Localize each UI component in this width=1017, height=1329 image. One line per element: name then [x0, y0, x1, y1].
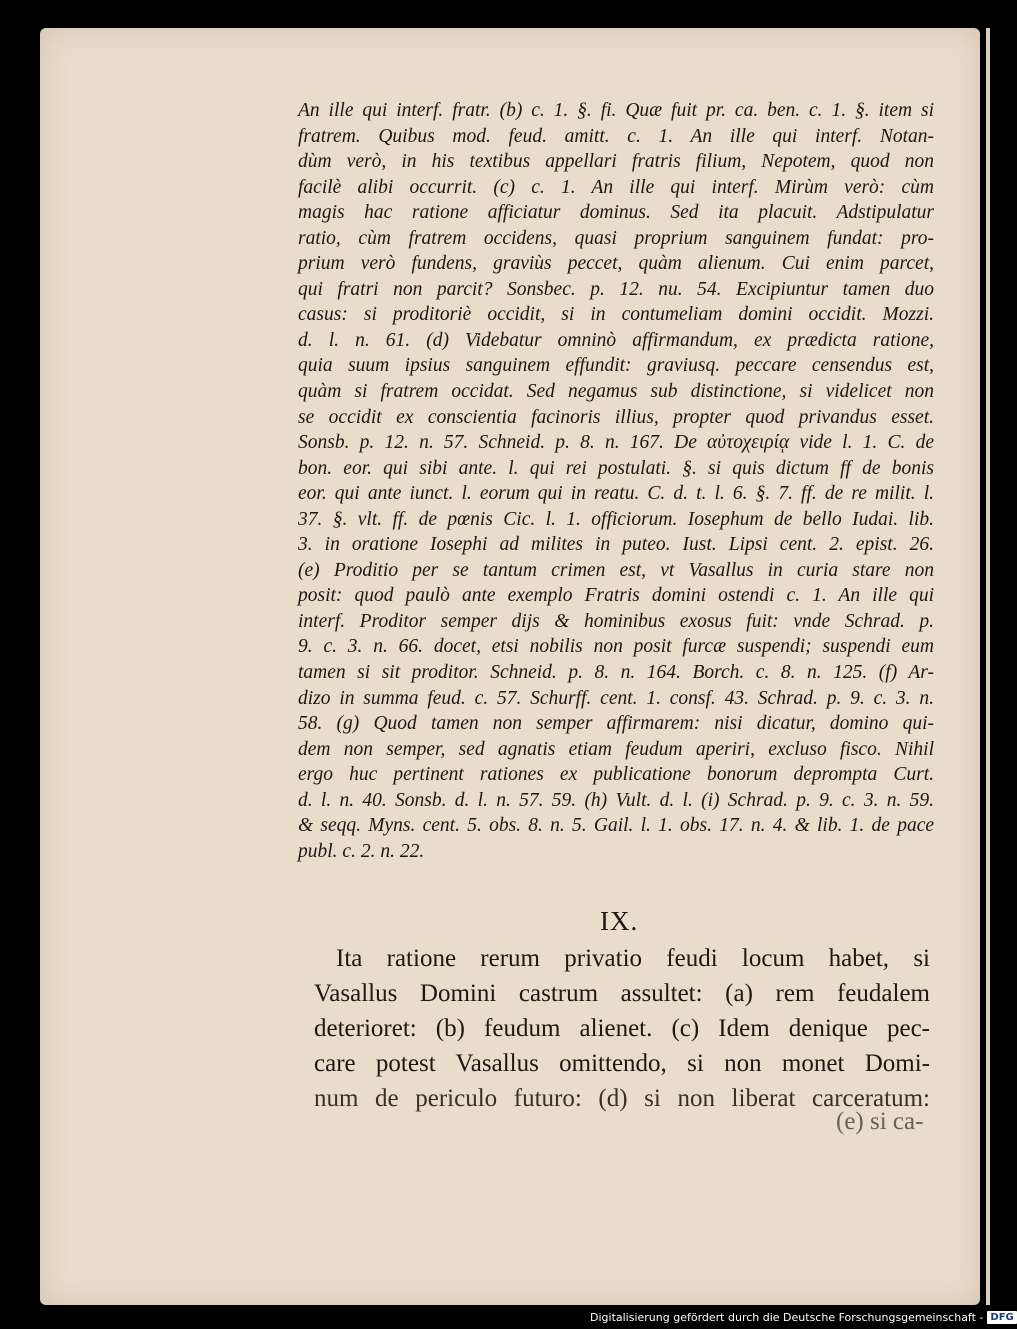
footnote-line: ratio, cùm fratrem occidens, quasi proprium sanguinem fundat: pro-	[298, 227, 934, 249]
footnote-line: se occidit ex conscientia facinoris illius, propter quod privandus esset.	[298, 406, 934, 428]
body-line: Ita ratione rerum privatio feudi locum habet, si	[336, 945, 930, 972]
footnote-line: fratrem. Quibus mod. feud. amitt. c. 1. An ille qui interf. Notan-	[298, 125, 934, 147]
footnote-line: 3. in oratione Iosephi ad milites in puteo. Iust. Lipsi cent. 2. epist. 26.	[298, 534, 934, 556]
footnote-line: 37. §. vlt. ff. de pœnis Cic. l. 1. officiorum. Iosephum de bello Iudai. lib.	[298, 508, 934, 530]
section-number: IX.	[600, 906, 639, 936]
footnote-line: magis hac ratione afficiatur dominus. Sed ita placuit. Adstipulatur	[298, 202, 934, 224]
footnote-line: interf. Proditor semper dijs & hominibus exosus fuit: vnde Schrad. p.	[298, 610, 934, 632]
footnote-line: d. l. n. 61. (d) Videbatur omninò affirmandum, ex prædicta ratione,	[298, 329, 934, 351]
body-line: care potest Vasallus omittendo, si non monet Domi-	[314, 1050, 930, 1077]
footnote-line: dem non semper, sed agnatis etiam feudum aperiri, excluso fisco. Nihil	[298, 738, 934, 760]
page-edge	[986, 28, 990, 1305]
footnotes-block	[298, 98, 934, 864]
footnote-line: 9. c. 3. n. 66. docet, etsi nobilis non posit furcæ suspendi; suspendi eum	[298, 636, 934, 658]
body-line: deterioret: (b) feudum alienet. (c) Idem denique pec-	[314, 1015, 930, 1042]
footnote-line: prium verò fundens, graviùs peccet, quàm alienum. Cui enim parcet,	[298, 253, 934, 275]
footnote-line: (e) Proditio per se tantum crimen est, vt Vasallus in curia stare non	[298, 559, 934, 581]
footnote-line: dùm verò, in his textibus appellari fratris filium, Nepotem, quod non	[298, 151, 934, 173]
footnote-line: & seqq. Myns. cent. 5. obs. 8. n. 5. Gail. l. 1. obs. 17. n. 4. & lib. 1. de pace	[298, 815, 934, 837]
footnote-line: quia suum ipsius sanguinem effundit: graviusq. peccare censendus est,	[298, 355, 934, 377]
body-line: Vasallus Domini castrum assultet: (a) rem feudalem	[314, 980, 930, 1007]
footnote-line: dizo in summa feud. c. 57. Schurff. cent. 1. consf. 43. Schrad. p. 9. c. 3. n.	[298, 687, 934, 709]
footnote-line: tamen si sit proditor. Schneid. p. 8. n. 164. Borch. c. 8. n. 125. (f) Ar-	[298, 662, 934, 684]
footnote-line: publ. c. 2. n. 22.	[298, 840, 425, 862]
footnote-line: qui fratri non parcit? Sonsbec. p. 12. nu. 54. Excipiuntur tamen duo	[298, 278, 934, 300]
footnote-line: 58. (g) Quod tamen non semper affirmarem: nisi dicatur, domino qui-	[298, 713, 934, 735]
footnote-line: posit: quod paulò ante exemplo Fratris domini ostendi c. 1. An ille qui	[298, 585, 934, 607]
dfg-logo-icon: DFG	[987, 1311, 1016, 1324]
footnote-line: An ille qui interf. fratr. (b) c. 1. §. fi. Quæ fuit pr. ca. ben. c. 1. §. item si	[298, 100, 934, 121]
digitization-footer	[590, 1311, 1017, 1324]
footnote-line: facilè alibi occurrit. (c) c. 1. An ille qui interf. Mirùm verò: cùm	[298, 176, 934, 198]
footnote-line: eor. qui ante iunct. l. eorum qui in reatu. C. d. t. l. 6. §. 7. ff. de re milit. l.	[298, 483, 934, 505]
footnote-line: casus: si proditoriè occidit, si in contumeliam domini occidit. Mozzi.	[298, 304, 934, 326]
footnote-line: quàm si fratrem occidat. Sed negamus sub distinctione, si videlicet non	[298, 381, 934, 403]
footnote-line: bon. eor. qui sibi ante. l. qui rei postulati. §. si quis dictum ff de bonis	[298, 457, 934, 479]
footnote-line: d. l. n. 40. Sonsb. d. l. n. 57. 59. (h) Vult. d. l. (i) Schrad. p. 9. c. 3. n. 59.	[298, 789, 934, 811]
footnote-line: Sonsb. p. 12. n. 57. Schneid. p. 8. n. 167. De αὐτοχειρίᾳ vide l. 1. C. de	[298, 432, 934, 454]
main-paragraph	[314, 941, 930, 1116]
catchword: (e) si ca-	[836, 1108, 924, 1135]
body-line: num de periculo futuro: (d) si non liberat carceratum:	[314, 1085, 930, 1112]
footer-credit-text: Digitalisierung gefördert durch die Deutsche Forschungsgemeinschaft -	[590, 1311, 984, 1324]
footnote-line: ergo huc pertinent rationes ex publicatione bonorum deprompta Curt.	[298, 764, 934, 786]
